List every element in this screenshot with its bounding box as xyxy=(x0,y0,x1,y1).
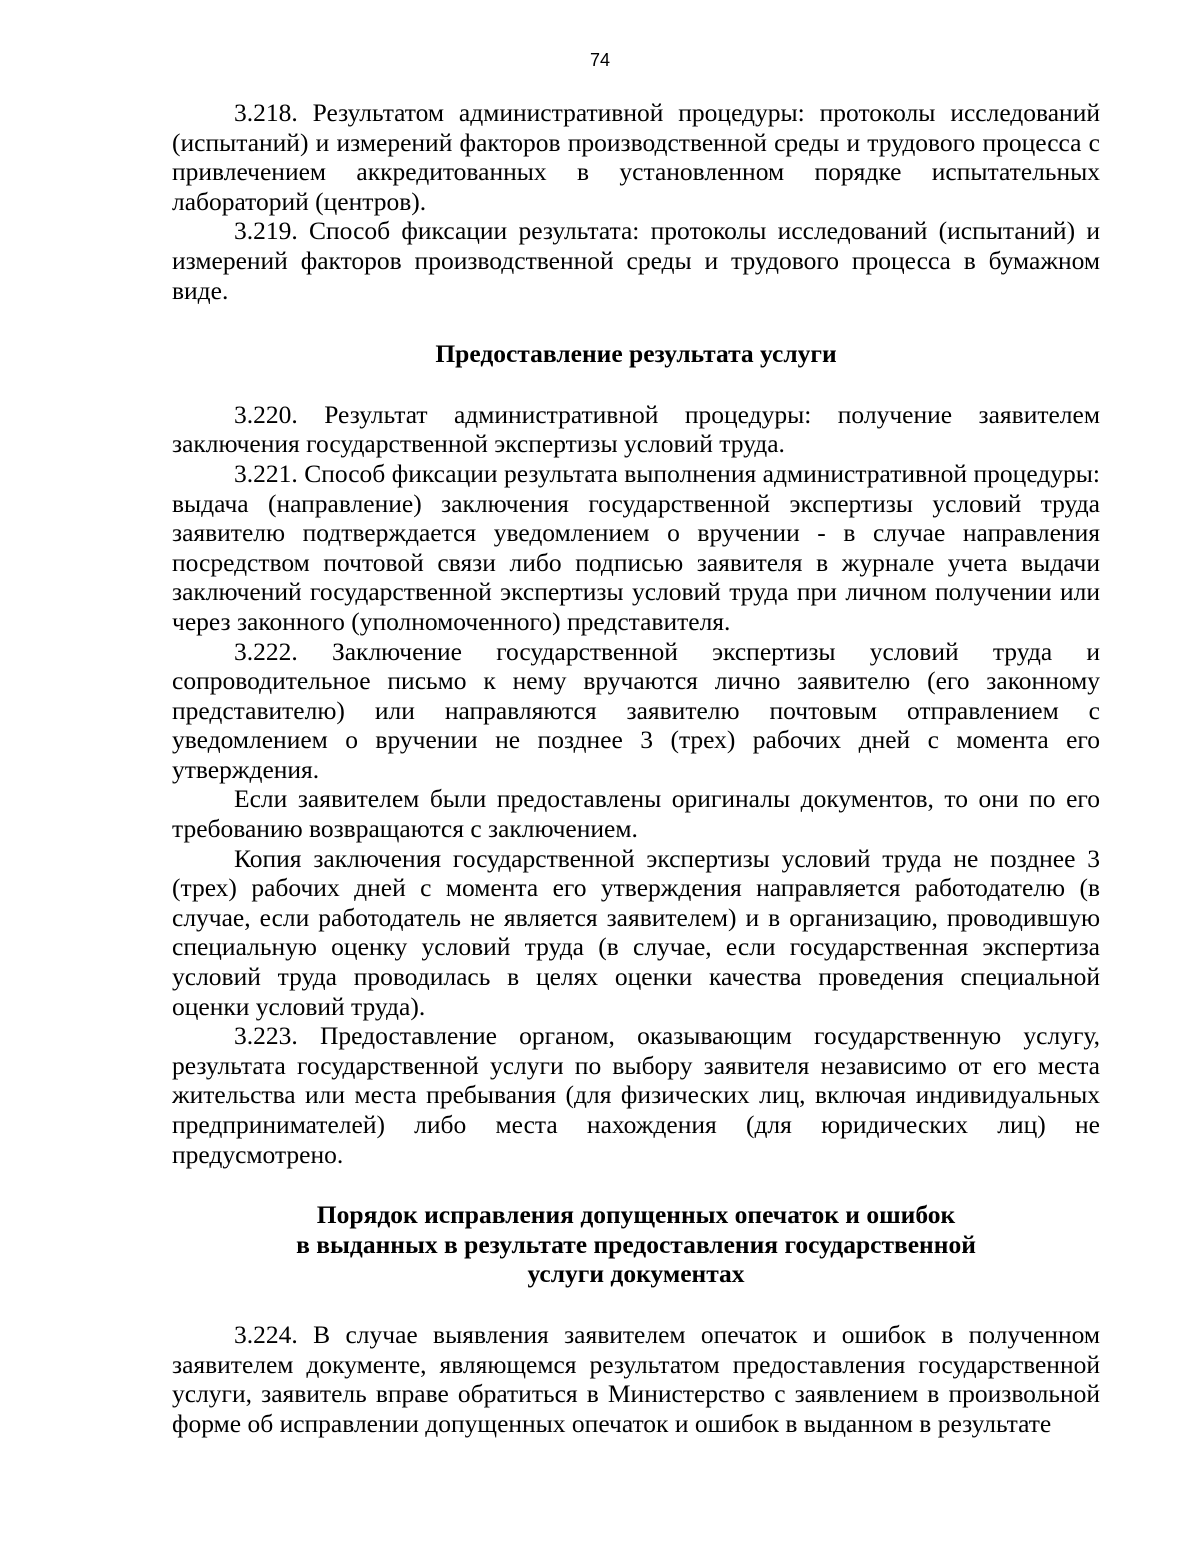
paragraph-3-219: 3.219. Способ фиксации результата: протоколы исследований (испытаний) и измерений факторов производственной среды и трудового процесса в бумажном виде. xyxy=(172,216,1100,305)
paragraph-3-222: 3.222. Заключение государственной экспертизы условий труда и сопроводительное письмо к нему вручаются лично заявителю (его законному представителю) или направляются заявителю почтовым отправлением с уведомлением о вручении не позднее 3 (трех) рабочих дней с момента его утверждения. xyxy=(172,636,1100,784)
section-heading-corrections-line-3: услуги документах xyxy=(527,1259,745,1289)
page-number: 74 xyxy=(589,50,611,70)
paragraph-copy-sent: Копия заключения государственной экспертизы условий труда не позднее 3 (трех) рабочих дней с момента его утверждения направляется работодателю (в случае, если работодатель не является заявителем) и в организацию, проводившую специальную оценку условий труда (в случае, если государственная экспертиза условий труда проводилась в целях оценки качества проведения специальной оценки условий труда). xyxy=(172,843,1100,1021)
paragraph-3-221: 3.221. Способ фиксации результата выполнения административной процедуры: выдача (направление) заключения государственной экспертизы условий труда заявителю подтверждается уведомлением о вручении - в случае направления посредством почтовой связи либо подписью заявителя в журнале учета выдачи заключений государственной экспертизы условий труда при личном получении или через законного (уполномоченного) представителя. xyxy=(172,458,1100,636)
section-heading-result-delivery: Предоставление результата услуги xyxy=(435,339,837,369)
paragraph-originals-returned: Если заявителем были предоставлены оригиналы документов, то они по его требованию возвращаются с заключением. xyxy=(172,784,1100,844)
paragraph-3-218: 3.218. Результатом административной процедуры: протоколы исследований (испытаний) и измерений факторов производственной среды и трудового процесса с привлечением аккредитованных в установленном порядке испытательных лабораторий (центров). xyxy=(172,98,1100,216)
document-body xyxy=(172,98,1100,1438)
paragraph-3-224: 3.224. В случае выявления заявителем опечаток и ошибок в полученном заявителем документе, являющемся результатом предоставления государственной услуги, заявитель вправе обратиться в Министерство с заявлением в произвольной форме об исправлении допущенных опечаток и ошибок в выданном в результате xyxy=(172,1319,1100,1438)
paragraph-3-223: 3.223. Предоставление органом, оказывающим государственную услугу, результата государственной услуги по выбору заявителя независимо от его места жительства или места пребывания (для физических лиц, включая индивидуальных предпринимателей) либо места нахождения (для юридических лиц) не предусмотрено. xyxy=(172,1021,1100,1169)
paragraph-3-220: 3.220. Результат административной процедуры: получение заявителем заключения государственной экспертизы условий труда. xyxy=(172,399,1100,459)
section-heading-corrections-line-1: Порядок исправления допущенных опечаток и ошибок xyxy=(316,1200,956,1230)
section-heading-corrections-line-2: в выданных в результате предоставления государственной xyxy=(296,1229,976,1259)
section-heading-corrections xyxy=(172,1200,1100,1289)
